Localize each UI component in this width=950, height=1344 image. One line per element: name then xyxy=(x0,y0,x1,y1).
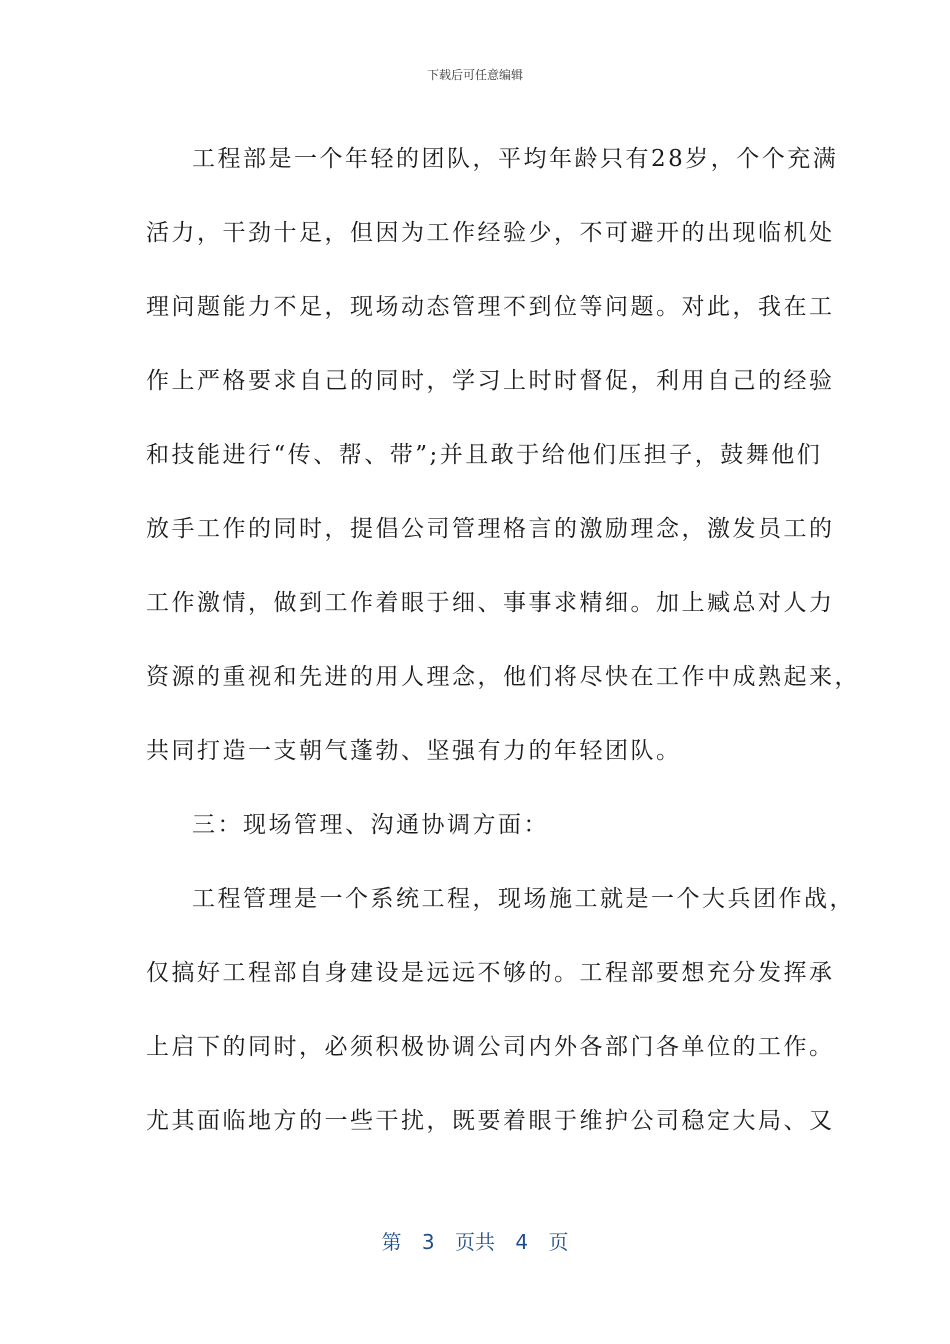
paragraph-line: 活力，干劲十足，但因为工作经验少，不可避开的出现临机处 xyxy=(146,220,835,246)
current-page-number: 3 xyxy=(421,1230,435,1254)
page-footer xyxy=(0,1226,950,1255)
section-heading: 三：现场管理、沟通协调方面： xyxy=(192,812,549,838)
total-pages-number: 4 xyxy=(515,1230,529,1254)
footer-suffix: 页 xyxy=(548,1230,569,1254)
document-body xyxy=(146,122,860,1158)
paragraph-line: 和技能进行“传、帮、带”;并且敢于给他们压担子，鼓舞他们 xyxy=(146,442,823,468)
paragraph-line: 尤其面临地方的一些干扰，既要着眼于维护公司稳定大局、又 xyxy=(146,1108,835,1134)
page-header: 下载后可任意编辑 xyxy=(426,68,523,82)
paragraph-line: 放手工作的同时，提倡公司管理格言的激励理念，激发员工的 xyxy=(146,516,835,542)
footer-prefix: 第 xyxy=(381,1230,402,1254)
paragraph-line: 作上严格要求自己的同时，学习上时时督促，利用自己的经验 xyxy=(146,368,835,394)
paragraph-line: 工程部是一个年轻的团队，平均年龄只有28岁，个个充满 xyxy=(192,146,839,172)
paragraph-line: 上启下的同时，必须积极协调公司内外各部门各单位的工作。 xyxy=(146,1034,835,1060)
paragraph-line: 工作激情，做到工作着眼于细、事事求精细。加上臧总对人力 xyxy=(146,590,835,616)
paragraph-line: 理问题能力不足，现场动态管理不到位等问题。对此，我在工 xyxy=(146,294,835,320)
paragraph-line: 工程管理是一个系统工程，现场施工就是一个大兵团作战， xyxy=(192,886,855,912)
footer-middle: 页共 xyxy=(455,1230,495,1254)
paragraph-line: 共同打造一支朝气蓬勃、坚强有力的年轻团队。 xyxy=(146,738,682,764)
paragraph-line: 资源的重视和先进的用人理念，他们将尽快在工作中成熟起来， xyxy=(146,664,860,690)
paragraph-line: 仅搞好工程部自身建设是远远不够的。工程部要想充分发挥承 xyxy=(146,960,835,986)
